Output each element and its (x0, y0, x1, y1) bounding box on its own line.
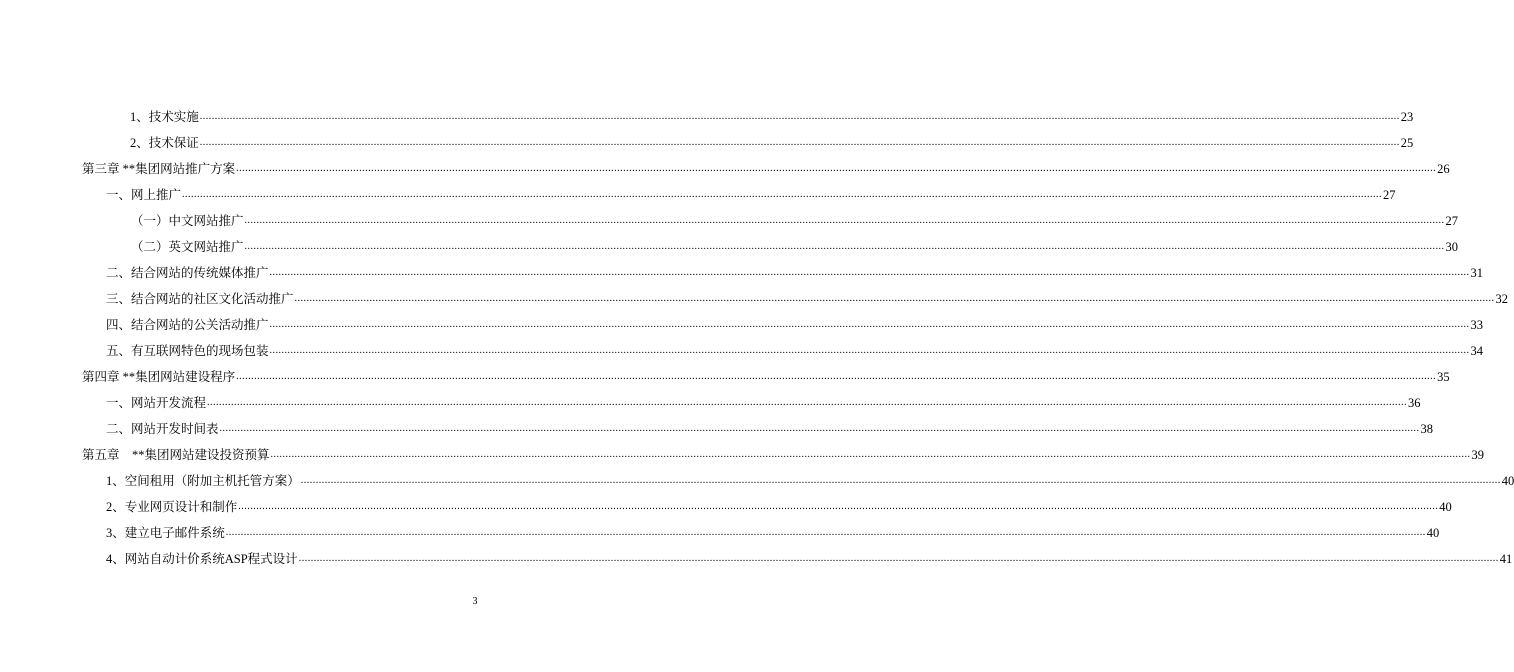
page-number-footer: 3 (472, 596, 478, 607)
toc-entry[interactable] (106, 549, 1513, 567)
toc-entry[interactable] (106, 263, 1484, 281)
toc-page-number: 32 (1495, 292, 1509, 306)
toc-entry-title: （二）英文网站推广 (131, 240, 244, 254)
toc-page-number: 23 (1400, 110, 1414, 124)
toc-page-number: 33 (1470, 318, 1484, 332)
toc-entry-title: 1、空间租用（附加主机托管方案） (106, 474, 300, 488)
toc-dot-leader: ................................................................................................................................................................................................................................................................................................................................................................................................................ (244, 241, 1445, 252)
toc-entry[interactable] (106, 341, 1484, 359)
toc-entry-title: （一）中文网站推广 (131, 214, 244, 228)
toc-dot-leader: ................................................................................................................................................................................................................................................................................................................................................................................................................ (225, 527, 1426, 538)
toc-entry[interactable] (82, 445, 1485, 463)
toc-page-number: 40 (1426, 526, 1440, 540)
toc-entry-title: 3、建立电子邮件系统 (106, 526, 225, 540)
toc-page-number: 27 (1383, 188, 1396, 202)
toc-dot-leader: ................................................................................................................................................................................................................................................................................................................................................................................................................ (269, 345, 1470, 356)
toc-entry-title: 第四章 **集团网站建设程序 (82, 370, 236, 384)
toc-dot-leader: ................................................................................................................................................................................................................................................................................................................................................................................................................ (207, 397, 1408, 408)
toc-entry[interactable] (131, 237, 1459, 255)
toc-dot-leader: ................................................................................................................................................................................................................................................................................................................................................................................................................ (298, 553, 1499, 564)
toc-entry-title: 4、网站自动计价系统ASP程式设计 (106, 552, 298, 566)
toc-entry-title: 第三章 **集团网站推广方案 (82, 162, 236, 176)
toc-dot-leader: ................................................................................................................................................................................................................................................................................................................................................................................................................ (269, 267, 1470, 278)
toc-page-number: 40 (1501, 474, 1514, 488)
toc-entry-title: 三、结合网站的社区文化活动推广 (106, 292, 294, 306)
toc-entry[interactable] (106, 497, 1452, 515)
toc-entry[interactable] (130, 107, 1414, 125)
toc-entry[interactable] (82, 367, 1450, 385)
toc-entry[interactable] (106, 185, 1396, 203)
toc-entry-title: 二、网站开发时间表 (106, 422, 219, 436)
toc-page-number: 31 (1470, 266, 1484, 280)
toc-page-number: 36 (1408, 396, 1421, 410)
toc-entry-title: 一、网上推广 (106, 188, 182, 202)
toc-dot-leader: ................................................................................................................................................................................................................................................................................................................................................................................................................ (300, 475, 1501, 486)
toc-entry[interactable] (106, 419, 1434, 437)
toc-entry[interactable] (106, 523, 1440, 541)
toc-entry[interactable] (82, 159, 1450, 177)
toc-entry-title: 2、技术保证 (130, 136, 199, 150)
toc-dot-leader: ................................................................................................................................................................................................................................................................................................................................................................................................................ (199, 137, 1400, 148)
toc-dot-leader: ................................................................................................................................................................................................................................................................................................................................................................................................................ (244, 215, 1445, 226)
toc-dot-leader: ................................................................................................................................................................................................................................................................................................................................................................................................................ (270, 449, 1471, 460)
toc-page-number: 34 (1470, 344, 1484, 358)
toc-entry-title: 1、技术实施 (130, 110, 199, 124)
toc-entry-title: 第五章 **集团网站建设投资预算 (82, 448, 270, 462)
toc-entry[interactable] (106, 393, 1421, 411)
toc-page-number: 39 (1471, 448, 1485, 462)
toc-page-number: 25 (1400, 136, 1414, 150)
toc-entry[interactable] (130, 133, 1414, 151)
toc-dot-leader: ................................................................................................................................................................................................................................................................................................................................................................................................................ (182, 189, 1383, 200)
toc-entry-title: 二、结合网站的传统媒体推广 (106, 266, 269, 280)
toc-entry[interactable] (131, 211, 1459, 229)
toc-entry-title: 一、网站开发流程 (106, 396, 207, 410)
toc-page-number: 30 (1445, 240, 1459, 254)
toc-dot-leader: ................................................................................................................................................................................................................................................................................................................................................................................................................ (236, 371, 1437, 382)
toc-dot-leader: ................................................................................................................................................................................................................................................................................................................................................................................................................ (294, 293, 1495, 304)
toc-dot-leader: ................................................................................................................................................................................................................................................................................................................................................................................................................ (238, 501, 1439, 512)
toc-page-number: 26 (1437, 162, 1450, 176)
toc-dot-leader: ................................................................................................................................................................................................................................................................................................................................................................................................................ (236, 163, 1437, 174)
toc-page-number: 38 (1420, 422, 1434, 436)
toc-entry-title: 2、专业网页设计和制作 (106, 500, 238, 514)
toc-dot-leader: ................................................................................................................................................................................................................................................................................................................................................................................................................ (199, 111, 1400, 122)
toc-page-number: 35 (1437, 370, 1450, 384)
toc-page-number: 27 (1445, 214, 1459, 228)
toc-page-number: 40 (1439, 500, 1452, 514)
toc-entry-title: 四、结合网站的公关活动推广 (106, 318, 269, 332)
toc-page-number: 41 (1499, 552, 1513, 566)
toc-dot-leader: ................................................................................................................................................................................................................................................................................................................................................................................................................ (269, 319, 1470, 330)
toc-dot-leader: ................................................................................................................................................................................................................................................................................................................................................................................................................ (219, 423, 1420, 434)
toc-entry[interactable] (106, 289, 1509, 307)
toc-entry[interactable] (106, 315, 1484, 333)
toc-entry-title: 五、有互联网特色的现场包装 (106, 344, 269, 358)
toc-entry[interactable] (106, 471, 1514, 489)
